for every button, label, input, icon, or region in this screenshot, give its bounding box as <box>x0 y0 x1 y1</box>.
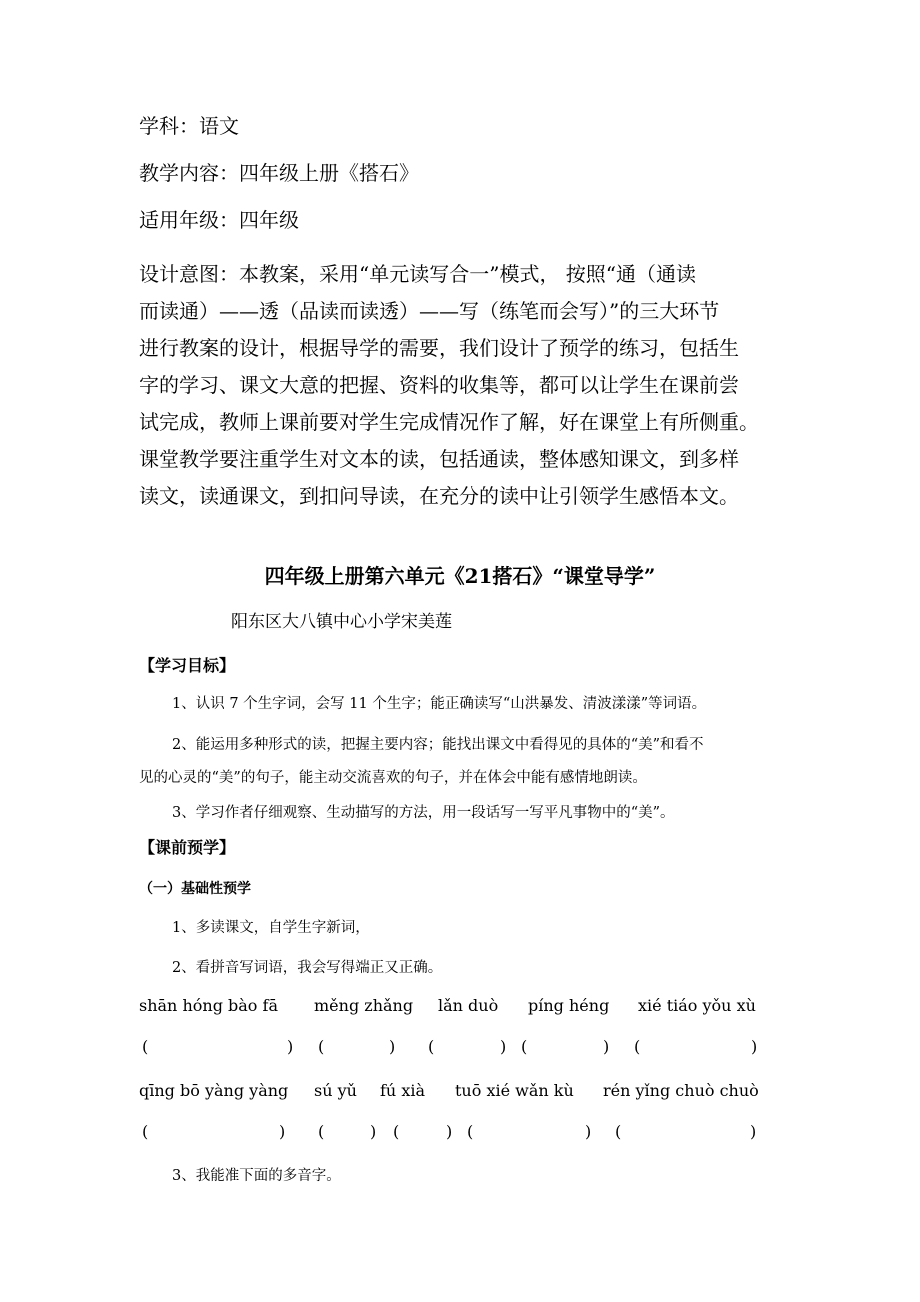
goal-item-2-line: 见的心灵的“美”的句子，能主动交流喜欢的句子，并在体会中能有感情地朗读。 <box>139 770 647 786</box>
preview-item-3: 3、我能准下面的多音字。 <box>172 1168 341 1184</box>
design-intent-line: 读文，读通课文，到扣问导读，在充分的读中让引领学生感悟本文。 <box>139 484 739 508</box>
pinyin-word: píng héng <box>528 996 610 1015</box>
grade-line: 适用年级：四年级 <box>139 208 299 232</box>
blank-open: ( <box>142 1037 149 1056</box>
goal-item-2-line: 2、能运用多种形式的读，把握主要内容；能找出课文中看得见的具体的“美”和看不 <box>172 737 704 753</box>
blank-open: ( <box>142 1122 149 1141</box>
lesson-title: 四年级上册第六单元《21搭石》“课堂导学” <box>264 564 656 588</box>
blank-open: ( <box>318 1037 325 1056</box>
design-intent-line: 而读通）——透（品读而读透）——写（练笔而会写）”的三大环节 <box>139 299 720 323</box>
blank-close: ) <box>500 1037 507 1056</box>
pinyin-word: rén yǐng chuò chuò <box>603 1081 759 1100</box>
blank-close: ) <box>389 1037 396 1056</box>
pinyin-word: sú yǔ <box>314 1081 357 1100</box>
design-intent-line: 字的学习、课文大意的把握、资料的收集等，都可以让学生在课前尝 <box>139 373 739 397</box>
preview-item-1: 1、多读课文，自学生字新词， <box>172 920 370 936</box>
pinyin-word: měng zhǎng <box>314 996 414 1015</box>
blank-close: ) <box>751 1037 758 1056</box>
goal-item-1: 1、认识 7 个生字词，会写 11 个生字；能正确读写“山洪暴发、清波漾漾”等词语。 <box>172 696 707 712</box>
blank-open: ( <box>428 1037 435 1056</box>
design-intent-line: 试完成，教师上课前要对学生完成情况作了解，好在课堂上有所侧重。 <box>139 410 759 434</box>
pinyin-word: shān hóng bào fā <box>139 996 278 1015</box>
design-intent-line: 设计意图：本教案，采用“单元读写合一”模式， 按照“通（通读 <box>139 262 697 286</box>
pinyin-word: xié tiáo yǒu xù <box>638 996 756 1015</box>
blank-close: ) <box>603 1037 610 1056</box>
pinyin-word: qīng bō yàng yàng <box>139 1081 289 1100</box>
goals-heading: 【学习目标】 <box>139 656 236 675</box>
preview-item-2: 2、看拼音写词语，我会写得端正又正确。 <box>172 960 443 976</box>
blank-close: ) <box>585 1122 592 1141</box>
subject-line: 学科：语文 <box>139 114 239 138</box>
blank-close: ) <box>370 1122 377 1141</box>
blank-close: ) <box>446 1122 453 1141</box>
blank-open: ( <box>615 1122 622 1141</box>
blank-close: ) <box>750 1122 757 1141</box>
pinyin-word: fú xià <box>380 1081 425 1100</box>
pinyin-word: tuō xié wǎn kù <box>455 1081 574 1100</box>
pinyin-word: lǎn duò <box>438 996 499 1015</box>
design-intent-line: 进行教案的设计，根据导学的需要，我们设计了预学的练习，包括生 <box>139 336 739 360</box>
blank-close: ) <box>287 1037 294 1056</box>
blank-open: ( <box>318 1122 325 1141</box>
goal-item-3: 3、学习作者仔细观察、生动描写的方法，用一段话写一写平凡事物中的“美”。 <box>172 805 675 821</box>
blank-open: ( <box>393 1122 400 1141</box>
lesson-author: 阳东区大八镇中心小学宋美莲 <box>231 612 452 632</box>
blank-close: ) <box>279 1122 286 1141</box>
design-intent-line: 课堂教学要注重学生对文本的读，包括通读，整体感知课文，到多样 <box>139 447 739 471</box>
preview-heading: 【课前预学】 <box>139 838 236 857</box>
blank-open: ( <box>521 1037 528 1056</box>
design-intent <box>139 256 784 515</box>
preview-subheading: （一）基础性预学 <box>139 881 251 897</box>
content-line: 教学内容：四年级上册《搭石》 <box>139 161 419 185</box>
blank-open: ( <box>634 1037 641 1056</box>
blank-open: ( <box>467 1122 474 1141</box>
goal-item-2 <box>139 729 784 795</box>
